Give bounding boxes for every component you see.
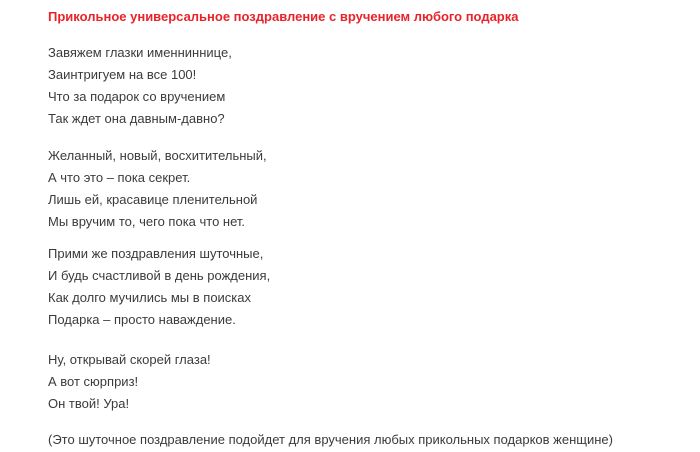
- poem-line: Желанный, новый, восхитительный,: [48, 148, 267, 163]
- stanza-4: [48, 349, 211, 415]
- stanza-1: [48, 42, 232, 130]
- poem-line: Так ждет она давным-давно?: [48, 111, 225, 126]
- poem-line: А вот сюрприз!: [48, 374, 139, 389]
- poem-line: Что за подарок со вручением: [48, 89, 226, 104]
- poem-line: Мы вручим то, чего пока что нет.: [48, 214, 246, 229]
- poem-note: (Это шуточное поздравление подойдет для вручения любых прикольных подарков женщине): [48, 432, 613, 447]
- stanza-2: [48, 145, 267, 233]
- poem-line: Подарка – просто наваждение.: [48, 312, 236, 327]
- poem-line: Завяжем глазки именниннице,: [48, 45, 232, 60]
- poem-line: Прими же поздравления шуточные,: [48, 246, 264, 261]
- poem-line: А что это – пока секрет.: [48, 170, 191, 185]
- poem-line: Ну, открывай скорей глаза!: [48, 352, 211, 367]
- poem-line: Заинтригуем на все 100!: [48, 67, 197, 82]
- poem-line: Он твой! Ура!: [48, 396, 130, 411]
- poem-line: Лишь ей, красавице пленительной: [48, 192, 258, 207]
- poem-line: Как долго мучились мы в поисках: [48, 290, 252, 305]
- stanza-3: [48, 243, 270, 331]
- poem-title: Прикольное универсальное поздравление с вручением любого подарка: [48, 9, 519, 24]
- poem-line: И будь счастливой в день рождения,: [48, 268, 271, 283]
